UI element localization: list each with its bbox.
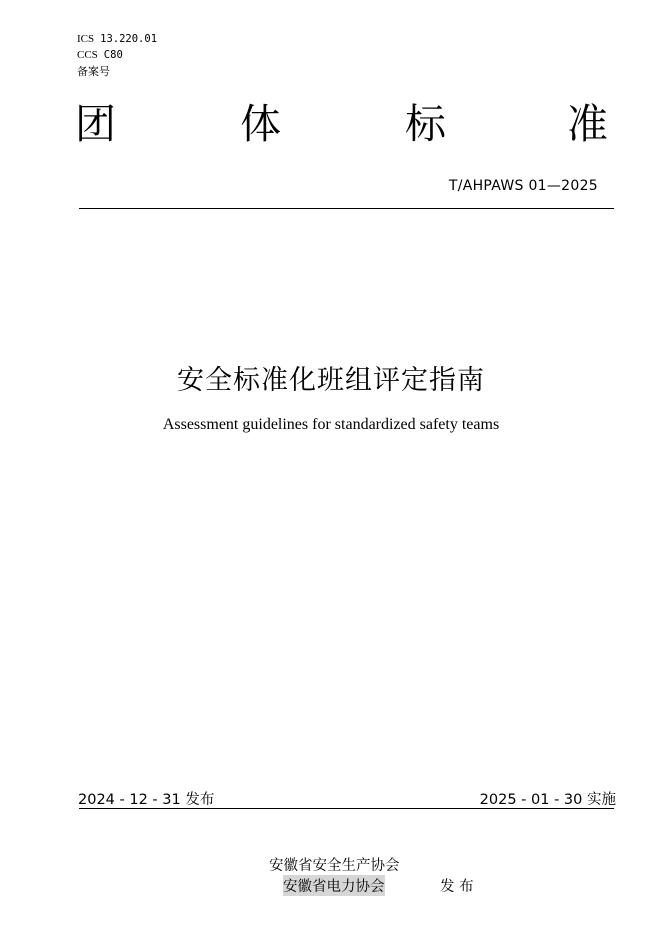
title-english: Assessment guidelines for standardized safety teams — [162, 416, 500, 433]
header-char-3: 标 — [405, 100, 446, 148]
header-char-4: 准 — [567, 100, 608, 148]
ics-label: ICS — [77, 33, 95, 45]
ccs-line — [77, 47, 123, 63]
bottom-divider — [79, 808, 614, 809]
ics-value: 13.220.01 — [100, 33, 158, 45]
header-char-2: 体 — [240, 100, 281, 148]
issuer-org-2: 安徽省电力协会 — [283, 875, 385, 896]
ics-line — [77, 31, 157, 47]
publish-action: 发 布 — [440, 879, 474, 895]
ccs-value: C80 — [103, 49, 123, 61]
top-divider — [79, 208, 614, 209]
title-chinese: 安全标准化班组评定指南 — [177, 365, 485, 396]
implement-date: 2025 - 01 - 30 实施 — [479, 792, 616, 808]
standard-code: T/AHPAWS 01—2025 — [448, 178, 598, 194]
ccs-label: CCS — [77, 49, 98, 61]
publish-date: 2024 - 12 - 31 发布 — [78, 792, 215, 808]
filing-number-label: 备案号 — [77, 65, 110, 78]
issuer-org-1: 安徽省安全生产协会 — [269, 858, 400, 874]
header-char-1: 团 — [75, 100, 116, 148]
